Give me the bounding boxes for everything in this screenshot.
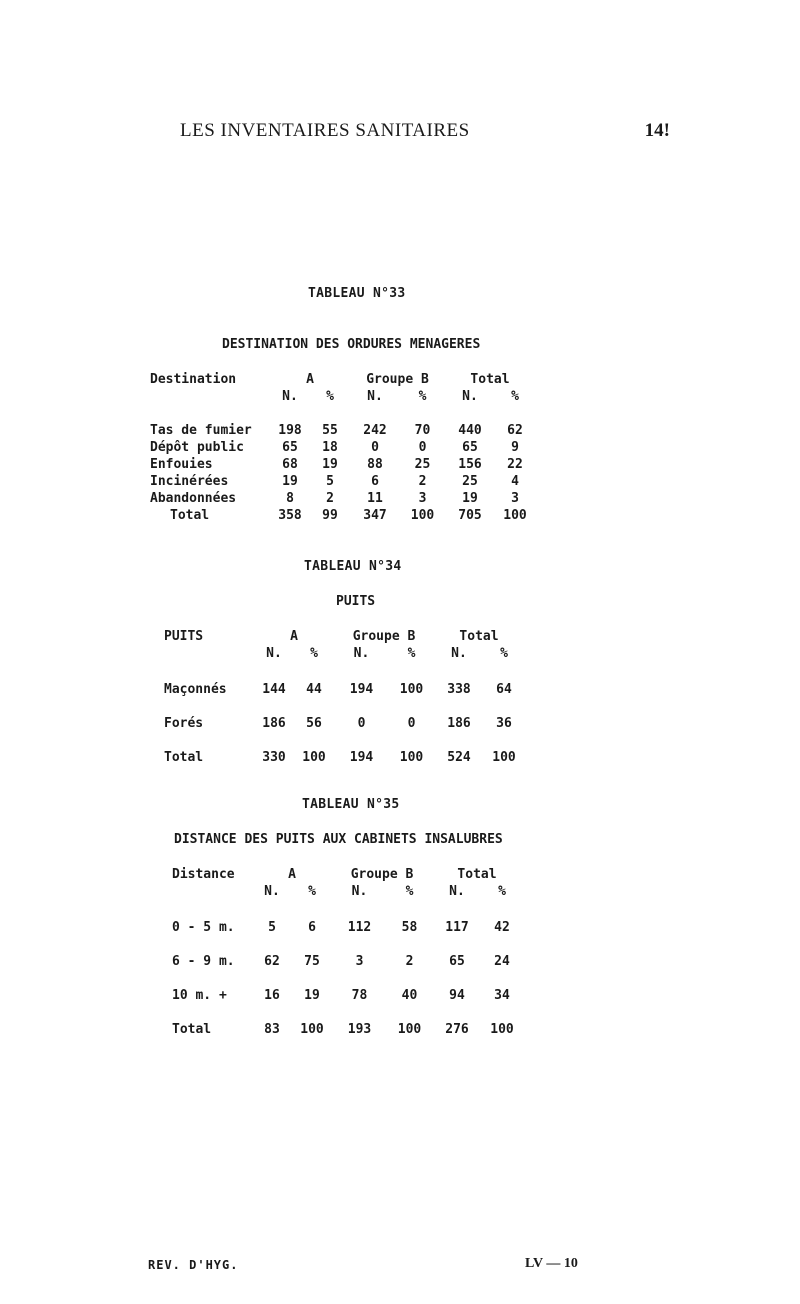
subheader: N. [367,389,383,404]
cell: 0 [418,440,427,455]
table-row [150,422,535,439]
cell: 78 [351,987,368,1003]
cell: 19 [282,474,298,489]
cell: 25 [414,457,431,472]
table-row [172,944,522,978]
table-34-subtitle: PUITS [336,594,376,609]
cell: 358 [278,508,302,523]
table-row [164,672,524,706]
cell: 2 [418,474,427,489]
group-header: Total [470,372,510,387]
cell: 6 [308,919,316,935]
cell: 3 [511,491,519,506]
table-row [172,910,522,944]
cell: 22 [507,457,523,472]
cell: 6 [371,474,379,489]
cell: 25 [462,474,478,489]
cell: 5 [326,474,334,489]
cell: 193 [347,1021,372,1037]
cell: 0 [407,715,416,731]
cell: 58 [401,919,418,935]
group-header: Total [459,629,499,644]
running-title: LES INVENTAIRES SANITAIRES [180,120,470,141]
row-label: 10 m. + [172,987,227,1003]
cell: 75 [304,953,320,969]
table-35 [172,866,522,1046]
table-row [150,490,535,507]
table-34 [164,628,524,774]
row-label: Total [172,1021,212,1037]
cell: 194 [349,749,374,765]
cell: 18 [322,440,338,455]
cell: 11 [367,491,383,506]
cell: 3 [418,491,427,506]
table-row [164,706,524,740]
group-header: Total [457,867,497,882]
subheader: % [407,646,416,661]
cell: 347 [363,508,387,523]
cell: 40 [401,987,418,1003]
group-header: A [290,629,298,644]
subheader: % [308,884,316,899]
subheader: % [418,389,427,404]
cell: 70 [414,423,431,438]
subheader: % [310,646,318,661]
table-row [150,439,535,456]
row-label: Maçonnés [164,681,227,697]
row-header: Distance [172,867,235,882]
cell: 55 [322,423,338,438]
cell: 338 [447,681,471,697]
subheader: % [498,884,506,899]
table-33-subtitle: DESTINATION DES ORDURES MENAGERES [222,337,481,352]
cell: 16 [264,987,280,1003]
table-row-total [164,740,524,774]
row-label: Enfouies [150,457,213,472]
row-label: Dépôt public [150,440,244,455]
cell: 19 [322,457,338,472]
cell: 56 [306,715,322,731]
cell: 186 [447,715,471,731]
subheader: % [500,646,508,661]
row-header: PUITS [164,629,204,644]
page-header [180,120,670,150]
subheader: N. [462,389,478,404]
cell: 65 [462,440,478,455]
cell: 62 [507,423,523,438]
table-33 [150,371,535,524]
cell: 99 [322,508,338,523]
table-row [150,456,535,473]
table-33-title: TABLEAU N°33 [308,286,406,301]
row-label: 0 - 5 m. [172,919,235,935]
cell: 2 [326,491,334,506]
cell: 88 [367,457,383,472]
row-label: Total [164,749,204,765]
cell: 4 [511,474,519,489]
cell: 5 [268,919,276,935]
cell: 65 [282,440,298,455]
cell: 100 [397,1021,422,1037]
subheader: N. [449,884,465,899]
cell: 100 [399,681,424,697]
cell: 42 [494,919,510,935]
group-header: Groupe B [366,372,429,387]
cell: 94 [449,987,465,1003]
cell: 524 [447,749,471,765]
cell: 156 [458,457,482,472]
cell: 198 [278,423,302,438]
cell: 24 [494,953,510,969]
cell: 8 [286,491,294,506]
cell: 64 [496,681,512,697]
group-header: A [288,867,296,882]
cell: 242 [363,423,387,438]
cell: 0 [357,715,366,731]
row-label: Forés [164,715,204,731]
subheader: % [326,389,334,404]
cell: 117 [445,919,469,935]
cell: 36 [496,715,512,731]
table-34-title: TABLEAU N°34 [304,559,402,574]
group-header: Groupe B [350,867,414,882]
cell: 34 [494,987,510,1003]
cell: 62 [264,953,280,969]
subheader: % [511,389,519,404]
subheader: N. [353,646,370,661]
cell: 276 [445,1021,469,1037]
footer-volume: LV — 10 [525,1256,578,1271]
cell: 100 [490,1021,514,1037]
cell: 44 [306,681,322,697]
cell: 100 [503,508,527,523]
cell: 100 [300,1021,324,1037]
cell: 144 [262,681,286,697]
page-number: 14! [644,120,670,141]
subheader: N. [451,646,467,661]
cell: 65 [449,953,465,969]
group-header: Groupe B [352,629,416,644]
cell: 9 [511,440,519,455]
cell: 100 [492,749,516,765]
row-label: Incinérées [150,474,229,489]
row-label: Total [170,508,210,523]
cell: 0 [371,440,379,455]
cell: 68 [282,457,298,472]
group-header: A [306,372,314,387]
table-row [172,978,522,1012]
cell: 100 [399,749,424,765]
cell: 705 [458,508,482,523]
subheader: % [405,884,414,899]
cell: 19 [304,987,320,1003]
subheader: N. [264,884,280,899]
subheader: N. [351,884,368,899]
table-35-subtitle: DISTANCE DES PUITS AUX CABINETS INSALUBRES [174,832,503,847]
table-row-total [150,507,535,524]
cell: 3 [355,953,364,969]
cell: 100 [302,749,326,765]
subheader: N. [266,646,282,661]
cell: 186 [262,715,286,731]
cell: 19 [462,491,478,506]
cell: 2 [405,953,414,969]
subheader: N. [282,389,298,404]
table-35-title: TABLEAU N°35 [302,797,400,812]
table-row-total [172,1012,522,1046]
row-header: Destination [150,372,237,387]
cell: 194 [349,681,374,697]
footer-journal: REV. D'HYG. [148,1258,239,1272]
row-label: Tas de fumier [150,423,252,438]
row-label: 6 - 9 m. [172,953,235,969]
cell: 100 [410,508,435,523]
table-row [150,473,535,490]
cell: 83 [264,1021,280,1037]
cell: 440 [458,423,482,438]
cell: 112 [347,919,372,935]
row-label: Abandonnées [150,491,237,506]
cell: 330 [262,749,286,765]
